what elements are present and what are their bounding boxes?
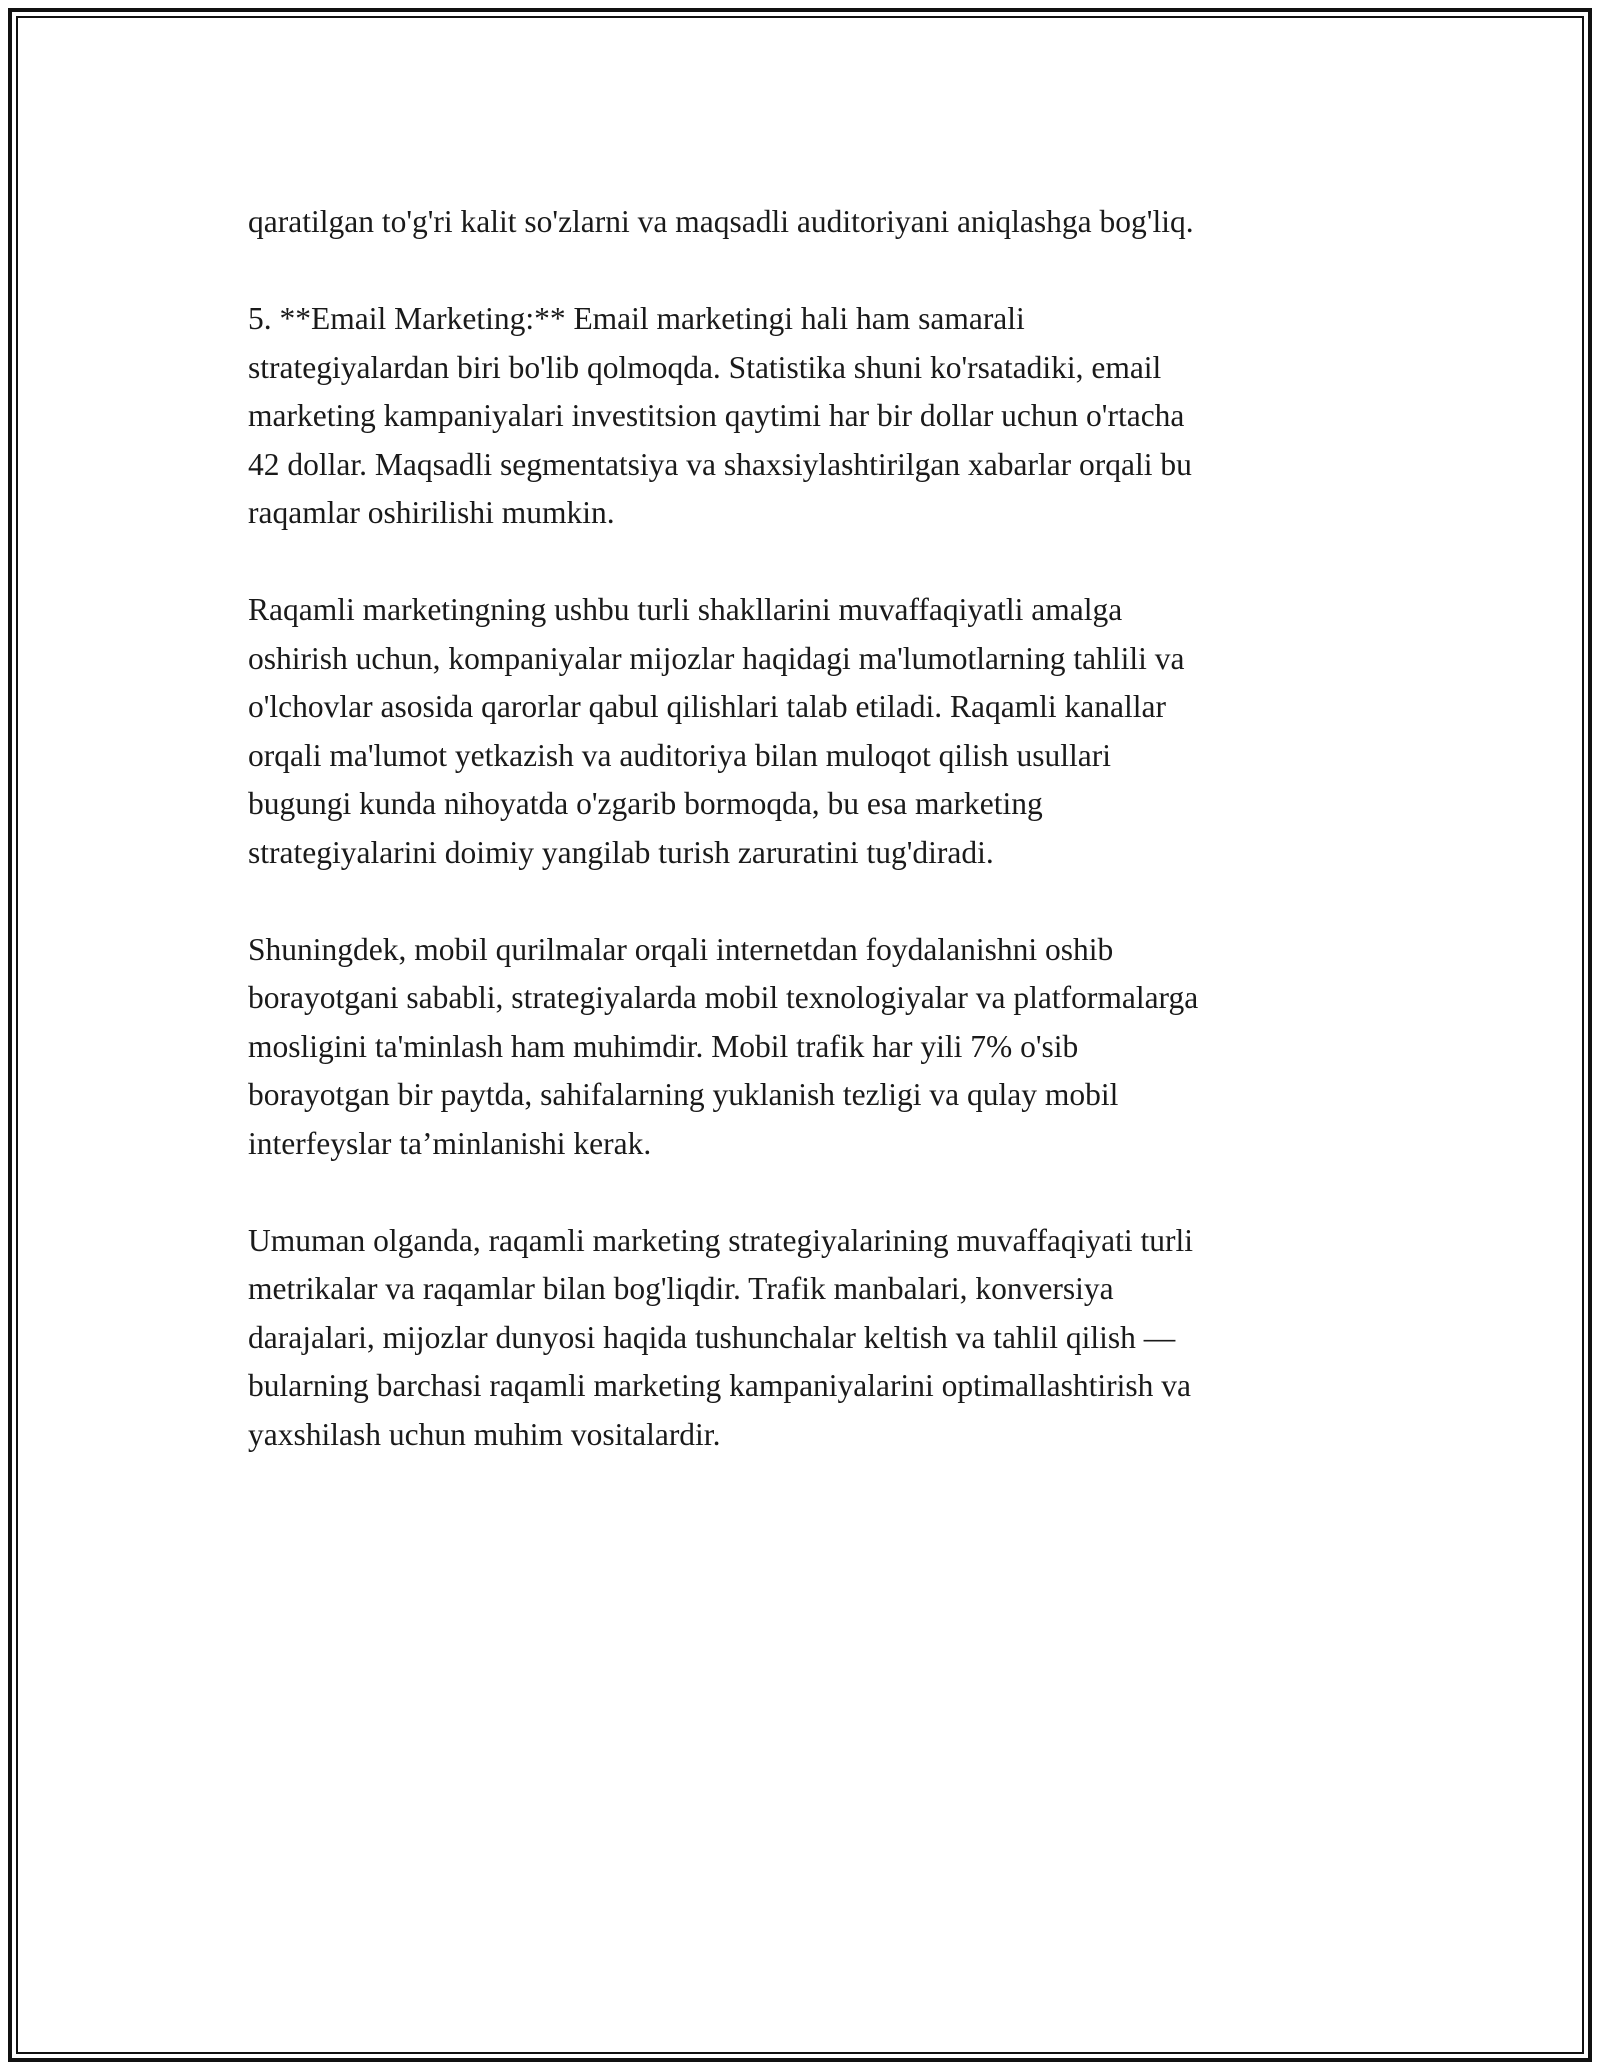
text-line: Shuningdek, mobil qurilmalar orqali internetdan foydalanishni oshib bbox=[248, 931, 1114, 967]
text-line: 5. **Email Marketing:** Email marketingi hali ham samarali bbox=[248, 301, 1025, 336]
text-line: o'lchovlar asosida qarorlar qabul qilishlari talab etiladi. Raqamli kanallar bbox=[248, 689, 1166, 724]
paragraph-keywords-conclusion bbox=[248, 198, 1378, 247]
text-line: bugungi kunda nihoyatda o'zgarib bormoqda, bu esa marketing bbox=[248, 786, 1043, 821]
text-line: yaxshilash uchun muhim vositalardir. bbox=[248, 1416, 721, 1452]
text-line: Raqamli marketingning ushbu turli shakllarini muvaffaqiyatli amalga bbox=[248, 592, 1123, 627]
text-line: strategiyalardan biri bo'lib qolmoqda. Statistika shuni ko'rsatadiki, email bbox=[248, 349, 1162, 385]
text-line: marketing kampaniyalari investitsion qaytimi har bir dollar uchun o'rtacha bbox=[248, 398, 1185, 433]
text-line: borayotgan bir paytda, sahifalarning yuklanish tezligi va qulay mobil bbox=[248, 1077, 1119, 1112]
text-line: strategiyalarini doimiy yangilab turish zaruratini tug'diradi. bbox=[248, 834, 994, 870]
text-line: 42 dollar. Maqsadli segmentatsiya va shaxsiylashtirilgan xabarlar orqali bu bbox=[248, 446, 1192, 482]
text-line: qaratilgan to'g'ri kalit so'zlarni va maqsadli auditoriyani aniqlashga bog'liq. bbox=[248, 204, 1194, 239]
paragraph-data-driven-decisions bbox=[248, 586, 1378, 877]
text-line: bularning barchasi raqamli marketing kampaniyalarini optimallashtirish va bbox=[248, 1368, 1191, 1403]
text-line: oshirish uchun, kompaniyalar mijozlar haqidagi ma'lumotlarning tahlili va bbox=[248, 640, 1185, 676]
text-line: orqali ma'lumot yetkazish va auditoriya bilan muloqot qilish usullari bbox=[248, 737, 1112, 773]
paragraph-summary bbox=[248, 1217, 1378, 1460]
text-line: interfeyslar ta’minlanishi kerak. bbox=[248, 1125, 652, 1161]
page-frame bbox=[8, 8, 1592, 2062]
paragraph-mobile-traffic bbox=[248, 926, 1378, 1169]
text-line: Umuman olganda, raqamli marketing strategiyalarining muvaffaqiyati turli bbox=[248, 1222, 1194, 1258]
text-line: metrikalar va raqamlar bilan bog'liqdir. Trafik manbalari, konversiya bbox=[248, 1271, 1114, 1306]
text-line: borayotgani sababli, strategiyalarda mobil texnologiyalar va platformalarga bbox=[248, 980, 1199, 1015]
document-body bbox=[248, 198, 1378, 1508]
text-line: raqamlar oshirilishi mumkin. bbox=[248, 495, 615, 530]
text-line: darajalari, mijozlar dunyosi haqida tushunchalar keltish va tahlil qilish — bbox=[248, 1319, 1176, 1355]
paragraph-email-marketing bbox=[248, 295, 1378, 538]
text-line: mosligini ta'minlash ham muhimdir. Mobil trafik har yili 7% o'sib bbox=[248, 1028, 1079, 1064]
